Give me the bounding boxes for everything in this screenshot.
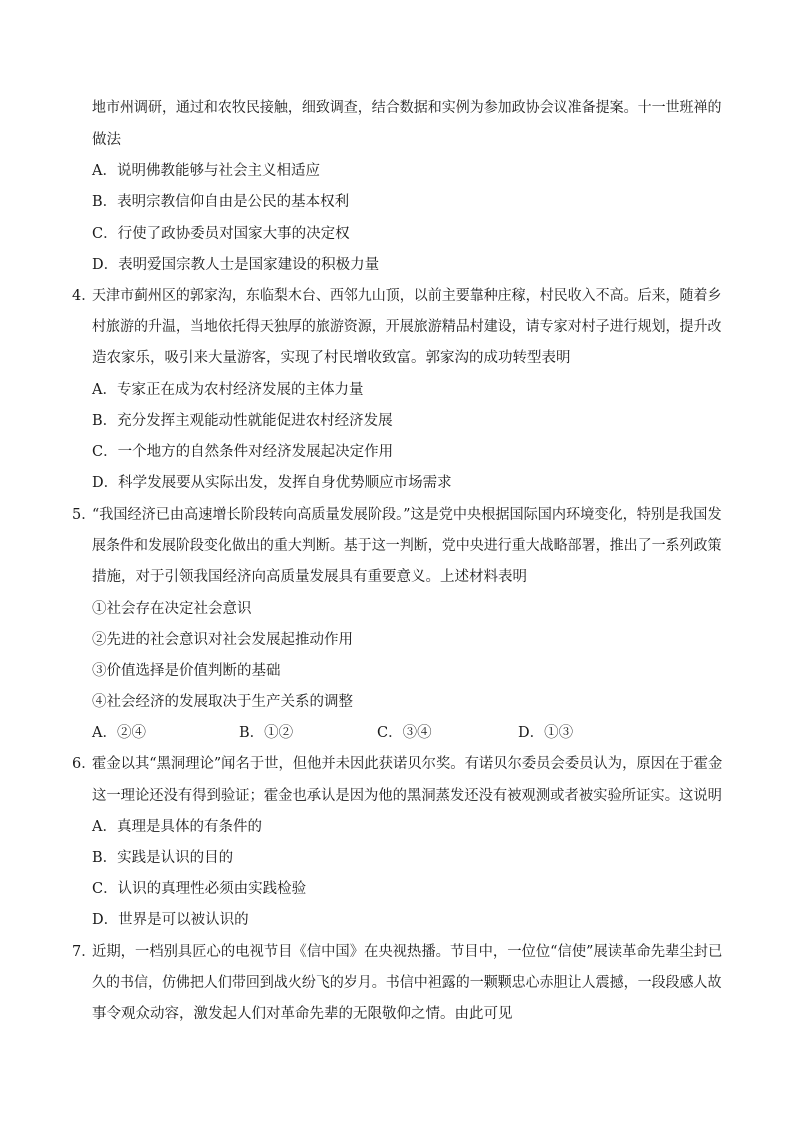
q5-option-a: A．②④ xyxy=(92,725,146,741)
q3-option-a: A．说明佛教能够与社会主义相适应 xyxy=(92,163,320,179)
q5-statement-3: ③价值选择是价值判断的基础 xyxy=(92,663,281,679)
q4-stem-line: 天津市蓟州区的郭家沟，东临梨木台、西邻九山顶，以前主要靠种庄稼，村民收入不高。后来，随着乡 xyxy=(92,288,722,304)
q6-option-a: A．真理是具体的有条件的 xyxy=(92,819,262,835)
q3-stem-line: 做法 xyxy=(92,132,121,148)
q5-statement-4: ④社会经济的发展取决于生产关系的调整 xyxy=(92,694,353,710)
q4-stem-line: 村旅游的升温，当地依托得天独厚的旅游资源，开展旅游精品村建设，请专家对村子进行规划，提升改 xyxy=(92,319,722,335)
q6-option-b: B．实践是认识的目的 xyxy=(92,850,234,866)
q3-option-c: C．行使了政协委员对国家大事的决定权 xyxy=(92,226,350,242)
q5-stem-line: 措施，对于引领我国经济向高质量发展具有重要意义。上述材料表明 xyxy=(92,569,527,585)
q6-number: 6． xyxy=(72,756,96,772)
q5-number: 5． xyxy=(72,507,96,523)
q4-stem-line: 造农家乐，吸引来大量游客，实现了村民增收致富。郭家沟的成功转型表明 xyxy=(92,350,571,366)
q5-statement-1: ①社会存在决定社会意识 xyxy=(92,601,252,617)
q7-stem-line: 近期，一档别具匠心的电视节目《信中国》在央视热播。节目中，一位位“信使”展读革命先辈尘封已 xyxy=(92,944,723,960)
q4-option-b: B．充分发挥主观能动性就能促进农村经济发展 xyxy=(92,413,393,429)
q6-stem-line: 这一理论还没有得到验证；霍金也承认是因为他的黑洞蒸发还没有被观测或者被实验所证实。这说明 xyxy=(92,788,722,804)
q7-stem-line: 事令观众动容，激发起人们对革命先辈的无限敬仰之情。由此可见 xyxy=(92,1006,513,1022)
q4-option-d: D．科学发展要从实际出发，发挥自身优势顺应市场需求 xyxy=(92,475,452,491)
q3-option-d: D．表明爱国宗教人士是国家建设的积极力量 xyxy=(92,257,380,273)
q5-option-c: C．③④ xyxy=(377,725,432,741)
q5-stem-line: “我国经济已由高速增长阶段转向高质量发展阶段。”这是党中央根据国际国内环境变化，特别是我国发 xyxy=(92,507,722,523)
q3-stem-line: 地市州调研，通过和农牧民接触，细致调查，结合数据和实例为参加政协会议准备提案。十一世班禅的 xyxy=(92,100,722,116)
q5-option-b: B．①② xyxy=(239,725,294,741)
q6-option-d: D．世界是可以被认识的 xyxy=(92,912,249,928)
q5-stem-line: 展条件和发展阶段变化做出的重大判断。基于这一判断，党中央进行重大战略部署，推出了一系列政策 xyxy=(92,538,722,554)
q7-number: 7． xyxy=(72,944,96,960)
q4-option-c: C．一个地方的自然条件对经济发展起决定作用 xyxy=(92,444,394,460)
q3-option-b: B．表明宗教信仰自由是公民的基本权利 xyxy=(92,194,350,210)
q5-options-row xyxy=(92,723,692,743)
q5-option-d: D．①③ xyxy=(518,725,574,741)
q4-option-a: A．专家正在成为农村经济发展的主体力量 xyxy=(92,382,364,398)
q7-stem-line: 久的书信，仿佛把人们带回到战火纷飞的岁月。书信中袒露的一颗颗忠心赤胆让人震撼，一段段感人故 xyxy=(92,975,722,991)
q6-stem-line: 霍金以其“黑洞理论”闻名于世，但他并未因此获诺贝尔奖。有诺贝尔委员会委员认为，原因在于霍金 xyxy=(92,756,723,772)
q6-option-c: C．认识的真理性必须由实践检验 xyxy=(92,881,307,897)
q4-number: 4． xyxy=(72,288,96,304)
q5-statement-2: ②先进的社会意识对社会发展起推动作用 xyxy=(92,632,353,648)
